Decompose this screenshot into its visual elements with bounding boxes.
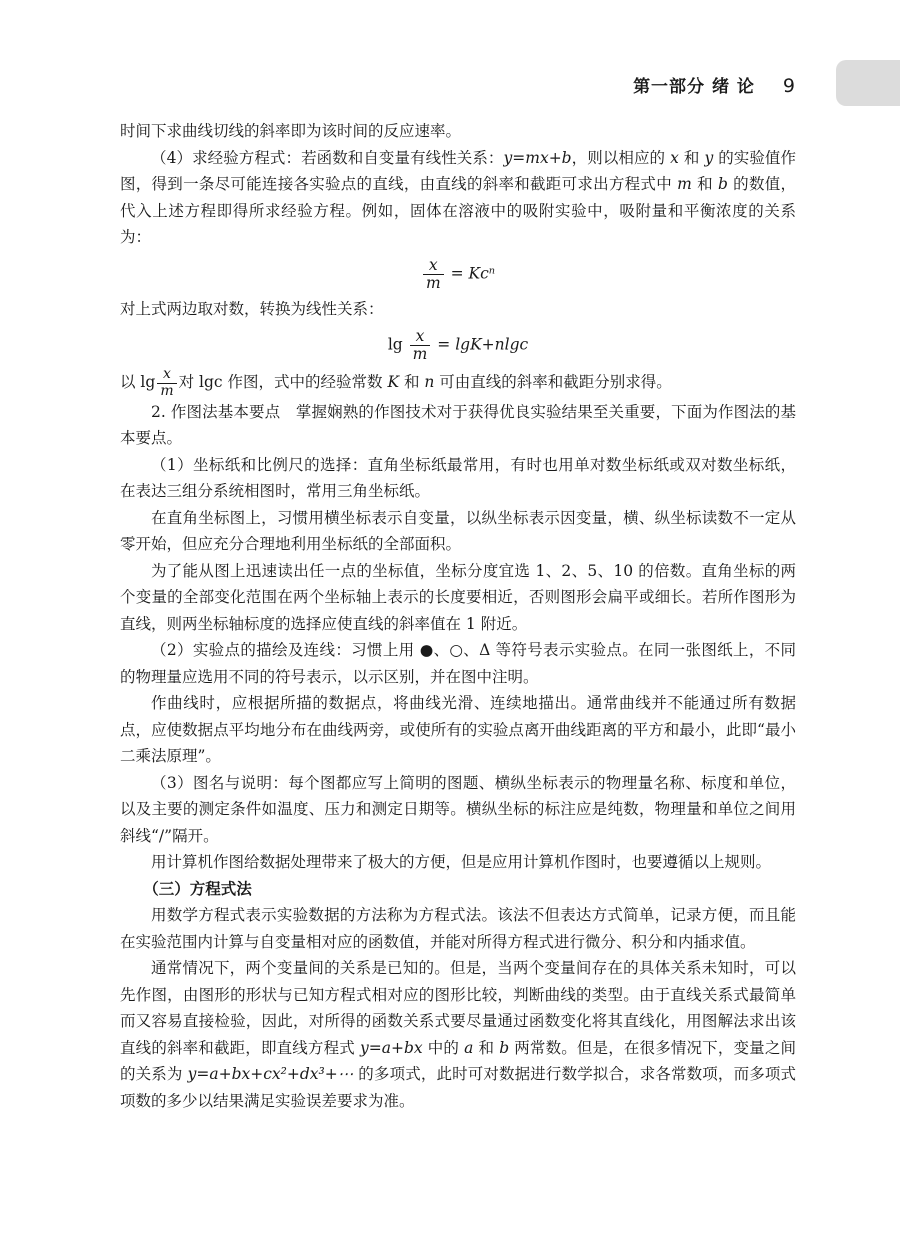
var-m: m: [677, 175, 692, 193]
running-header: [120, 72, 796, 97]
paragraph-take-log: 对上式两边取对数，转换为线性关系：: [120, 299, 384, 318]
text-run: 以 lg: [120, 373, 156, 392]
fraction-numerator: x: [423, 257, 444, 275]
page-body: [120, 118, 796, 1114]
paragraph-equation-method: 用数学方程式表示实验数据的方法称为方程式法。该法不但表达方式简单，记录方便，而且能在实验范围内计算与自变量相对应的函数值，并能对所得方程式进行微分、积分和内插求值。: [120, 906, 796, 951]
paragraph-axes: 在直角坐标图上，习惯用横坐标表示自变量，以纵坐标表示因变量，横、纵坐标读数不一定从零开始，但应充分合理地利用坐标纸的全部面积。: [120, 508, 796, 554]
paragraph-curve: 作曲线时，应根据所描的数据点，将曲线光滑、连续地描出。通常曲线并不能通过所有数据点，应使数据点平均地分布在曲线两旁，或使所有的实验点离开曲线距离的平方和最小，此即“最小二乘法原理”。: [120, 694, 796, 766]
paragraph-1: 时间下求曲线切线的斜率即为该时间的反应速率。: [120, 122, 462, 140]
fraction-x-over-m: [423, 257, 444, 292]
fraction-denominator: m: [425, 273, 441, 292]
var-x: x: [670, 148, 679, 167]
text-run: 两常数。但是，在很多情况下，变量之间的关系为: [120, 1038, 796, 1084]
formula-rhs: = Kcⁿ: [450, 264, 496, 283]
text-run: 和: [691, 175, 719, 193]
text-run: 和: [399, 373, 425, 392]
text-run: 的数值，代入上述方程即得所求经验方程。例如，固体在溶液中的吸附实验中，吸附量和平衡浓度的关系为：: [120, 175, 796, 246]
log-operator: lg: [387, 335, 403, 354]
var-b: b: [718, 175, 728, 193]
paragraph-data-points: （2）实验点的描绘及连线：习惯上用 ●、○、Δ 等符号表示实验点。在同一张图纸上，不同的物理量应选用不同的符号表示，以示区别，并在图中注明。: [120, 641, 796, 686]
paragraph-figure-caption: （3）图名与说明：每个图都应写上简明的图题、横纵坐标表示的物理量名称、标度和单位，以及主要的测定条件如温度、压力和测定日期等。横纵坐标的标注应是纯数，物理量和单位之间用斜线“/”隔开。: [120, 773, 796, 845]
text-run: 可由直线的斜率和截距分别求得。: [434, 373, 672, 392]
var-a: a: [464, 1038, 474, 1057]
var-b: b: [499, 1038, 510, 1057]
paragraph-polynomial: [120, 955, 796, 1114]
fraction-x-over-m: [157, 367, 176, 399]
var-n: n: [424, 373, 435, 392]
text-run: 和: [678, 148, 705, 167]
text-run: 的多项式，此时可对数据进行数学拟合，求各常数项，而多项式项数的多少以结果满足实验误差要求为准。: [120, 1065, 796, 1110]
linear-equation: y=mx+b: [503, 148, 572, 167]
fraction-denominator: m: [412, 345, 428, 364]
text-run: ，则以相应的: [571, 148, 671, 167]
fraction-denominator: m: [160, 382, 174, 399]
thumb-index-tab: [836, 60, 900, 106]
text-run: 的实验值作图，得到一条尽可能连接各实验点的直线，由直线的斜率和截距可求出方程式中: [120, 148, 796, 193]
text-run: 中的: [422, 1038, 465, 1057]
formula-rhs: = lgK+nlgc: [437, 335, 529, 354]
paragraph-computer-plotting: 用计算机作图给数据处理带来了极大的方便，但是应用计算机作图时，也要遵循以上规则。: [151, 853, 772, 872]
text-run: 和: [473, 1038, 500, 1057]
text-run: 对 lgc 作图，式中的经验常数: [178, 373, 388, 392]
fraction-numerator: x: [410, 328, 431, 346]
fraction-x-over-m: [410, 328, 431, 363]
var-K: K: [387, 373, 400, 392]
page-number: 9: [782, 75, 796, 97]
paragraph-empirical-equation: [120, 145, 796, 251]
text-run: （4）求经验方程式：若函数和自变量有线性关系：: [151, 148, 504, 167]
line-equation: y=a+bx: [360, 1038, 423, 1057]
paragraph-plot-lg: [120, 367, 796, 399]
paragraph-coordinate-paper: （1）坐标纸和比例尺的选择：直角坐标纸最常用，有时也用单对数坐标纸或双对数坐标纸，在表达三组分系统相图时，常用三角坐标纸。: [120, 455, 796, 501]
formula-adsorption: [120, 257, 796, 292]
text-run: 通常情况下，两个变量间的关系是已知的。但是，当两个变量间存在的具体关系未知时，可以先作图，由图形的形状与已知方程式相对应的图形比较，判断曲线的类型。由于直线关系式最简单而又容易直接检验，因此，对所得的函数关系式要尽量通过函数变化将其直线化，用图解法求出该直线的斜率和截距，即直线方程式: [120, 959, 796, 1057]
var-y: y: [704, 148, 714, 167]
paragraph-graphing-essentials: 2. 作图法基本要点 掌握娴熟的作图技术对于获得优良实验结果至关重要，下面为作图法的基本要点。: [120, 402, 796, 448]
formula-log-linear: [120, 328, 796, 363]
polynomial-equation: y=a+bx+cx²+dx³+⋯: [187, 1065, 354, 1084]
paragraph-scale: 为了能从图上迅速读出任一点的坐标值，坐标分度宜选 1、2、5、10 的倍数。直角坐标的两个变量的全部变化范围在两个坐标轴上表示的长度要相近，否则图形会扁平或细长。若所作图形为直线，则两坐标轴标度的选择应使直线的斜率值在 1 附近。: [120, 561, 796, 633]
fraction-numerator: x: [157, 367, 176, 383]
section-heading-equation-method: （三）方程式法: [143, 879, 252, 898]
header-title: 第一部分 绪 论: [633, 77, 755, 97]
